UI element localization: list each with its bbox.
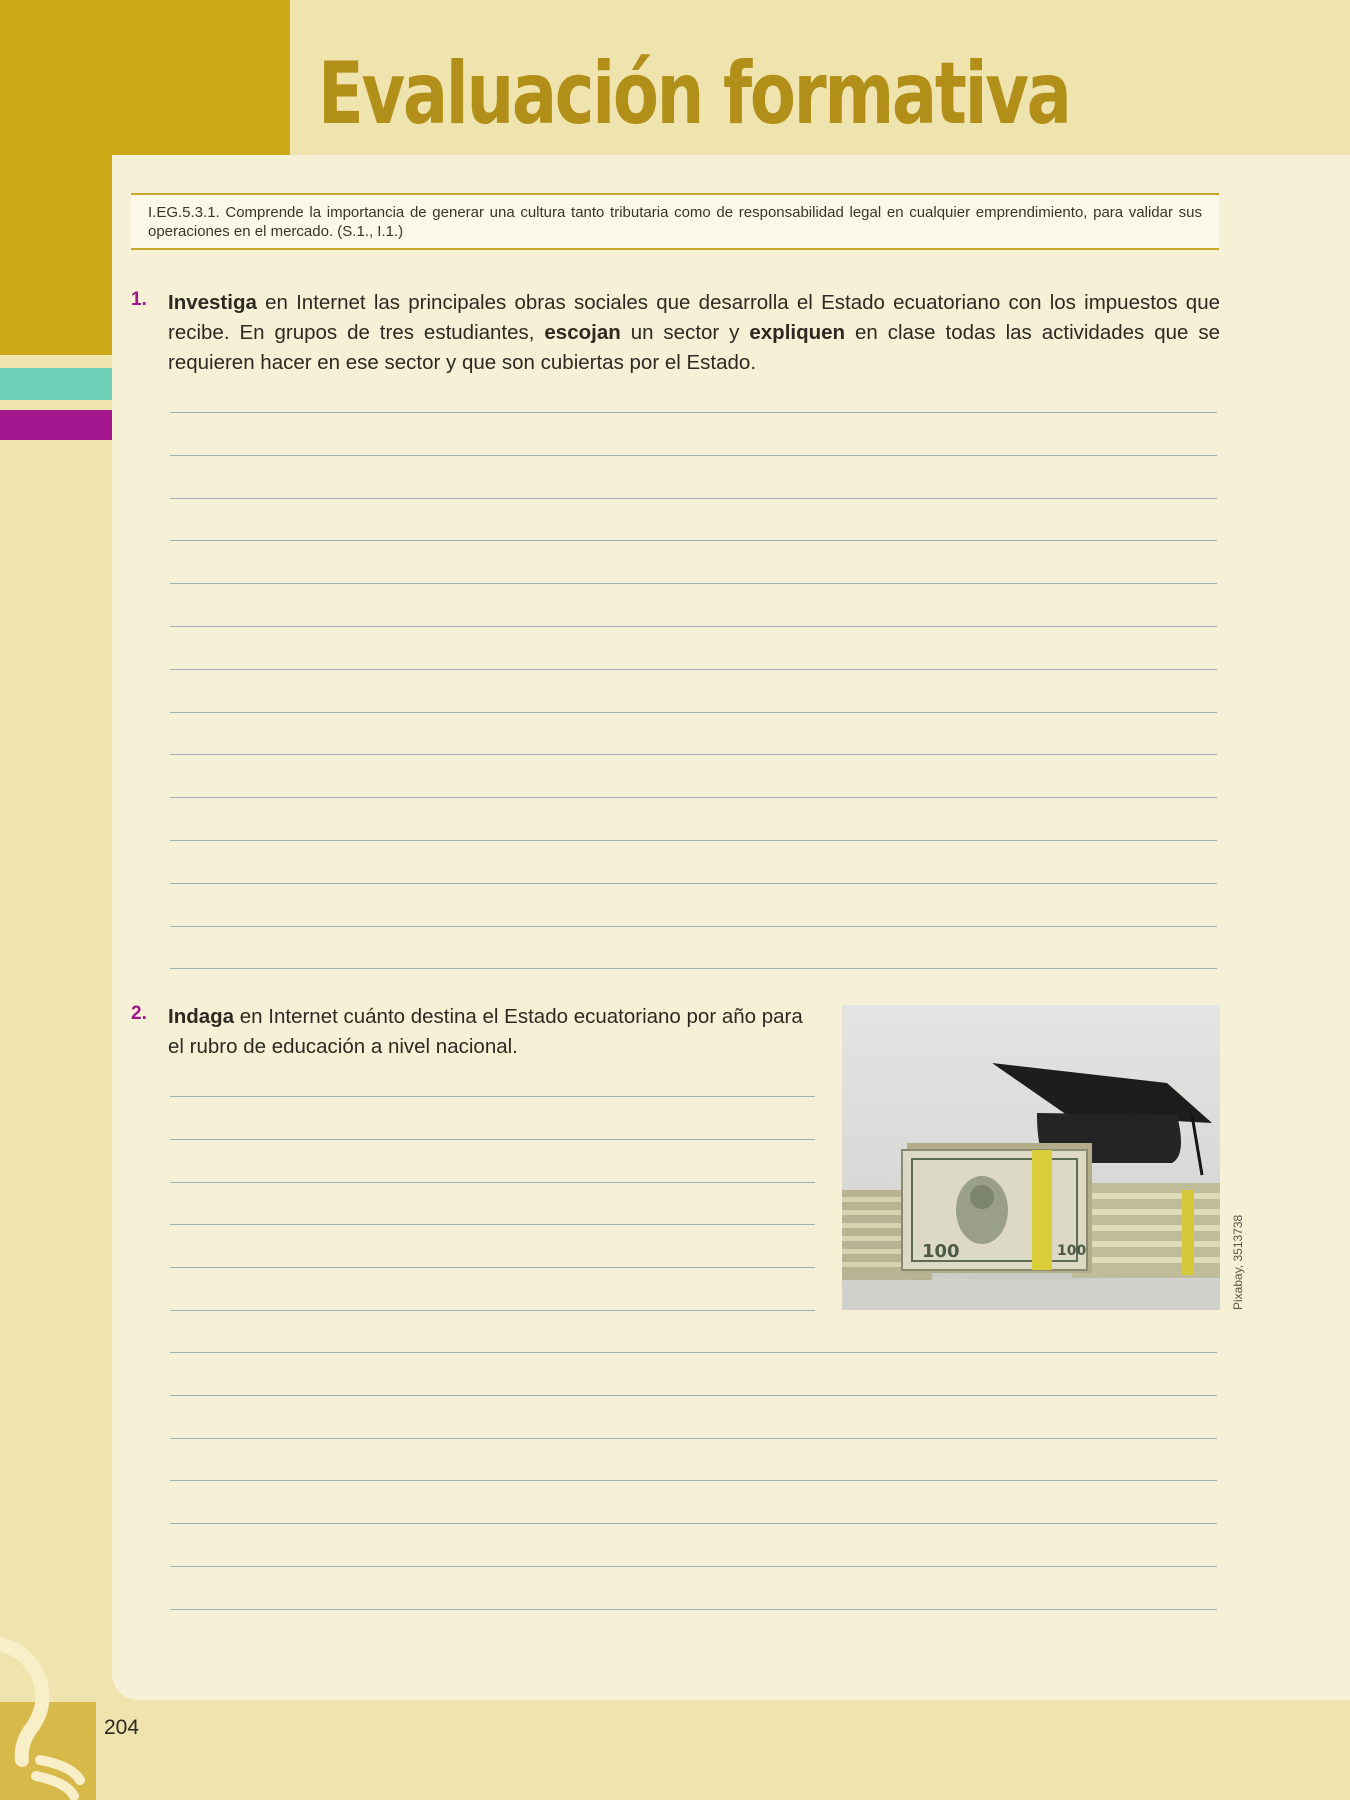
question-1-text [168, 288, 1220, 378]
question-1-text-b: un sector y [620, 321, 750, 344]
question-2-text-a: en Internet cuánto destina el Estado ecuatoriano por año para el rubro de educación a nivel nacional. [168, 1005, 803, 1058]
answer-line[interactable] [170, 926, 1217, 927]
photo-credit: Pixabay, 3513738 [1231, 1214, 1245, 1310]
answer-line[interactable] [170, 583, 1217, 584]
svg-text:100: 100 [1057, 1243, 1087, 1259]
lightbulb-icon [0, 1620, 110, 1800]
answer-line[interactable] [170, 754, 1217, 755]
answer-line[interactable] [170, 1182, 815, 1183]
question-1-text-c: en clase todas las actividades que se requieren hacer en ese sector y que son cubiertas por el Estado. [168, 321, 1221, 374]
answer-line[interactable] [170, 840, 1217, 841]
answer-line[interactable] [170, 1096, 815, 1097]
content-panel [112, 155, 1350, 1700]
money-stack-right [1072, 1183, 1220, 1278]
question-1-lead-verb: Investiga [168, 291, 257, 314]
answer-line[interactable] [170, 1352, 1217, 1353]
question-1-text-a: en Internet las principales obras sociales que desarrolla el Estado ecuatoriano con los impuestos que recibe. En grupos de tres estudiantes, [168, 291, 1220, 344]
teal-accent-bar [0, 368, 112, 400]
answer-line[interactable] [170, 669, 1217, 670]
evaluation-indicator: I.EG.5.3.1. Comprende la importancia de generar una cultura tanto tributaria como de responsabilidad legal en cualquier emprendimiento, para validar sus operaciones en el mercado. (S.1., I.1.) [131, 193, 1219, 250]
answer-line[interactable] [170, 1395, 1217, 1396]
answer-line[interactable] [170, 968, 1217, 969]
answer-line[interactable] [170, 1310, 815, 1311]
answer-line[interactable] [170, 883, 1217, 884]
page-title: Evaluación formativa [318, 44, 1070, 144]
svg-text:100: 100 [922, 1241, 960, 1262]
dollar-bill-bundle [902, 1143, 1092, 1273]
answer-line[interactable] [170, 1267, 815, 1268]
answer-line[interactable] [170, 1609, 1217, 1610]
answer-line[interactable] [170, 412, 1217, 413]
question-1-verb-b: escojan [544, 321, 621, 344]
answer-line[interactable] [170, 1523, 1217, 1524]
answer-line[interactable] [170, 455, 1217, 456]
question-1-number: 1. [131, 289, 147, 310]
answer-line[interactable] [170, 1480, 1217, 1481]
question-1-verb-c: expliquen [749, 321, 846, 344]
question-2-lead-verb: Indaga [168, 1005, 235, 1028]
answer-line[interactable] [170, 1139, 815, 1140]
answer-line[interactable] [170, 540, 1217, 541]
question-2-text [168, 1002, 820, 1062]
answer-line[interactable] [170, 498, 1217, 499]
magenta-accent-bar [0, 410, 112, 440]
answer-line[interactable] [170, 1438, 1217, 1439]
answer-line[interactable] [170, 797, 1217, 798]
money-graduation-cap-illustration [842, 1005, 1220, 1310]
question-2-number: 2. [131, 1003, 147, 1024]
answer-line[interactable] [170, 1224, 815, 1225]
answer-line[interactable] [170, 1566, 1217, 1567]
money-graduation-cap-photo [842, 1005, 1220, 1310]
answer-line[interactable] [170, 626, 1217, 627]
page-number: 204 [104, 1716, 140, 1739]
answer-line[interactable] [170, 712, 1217, 713]
